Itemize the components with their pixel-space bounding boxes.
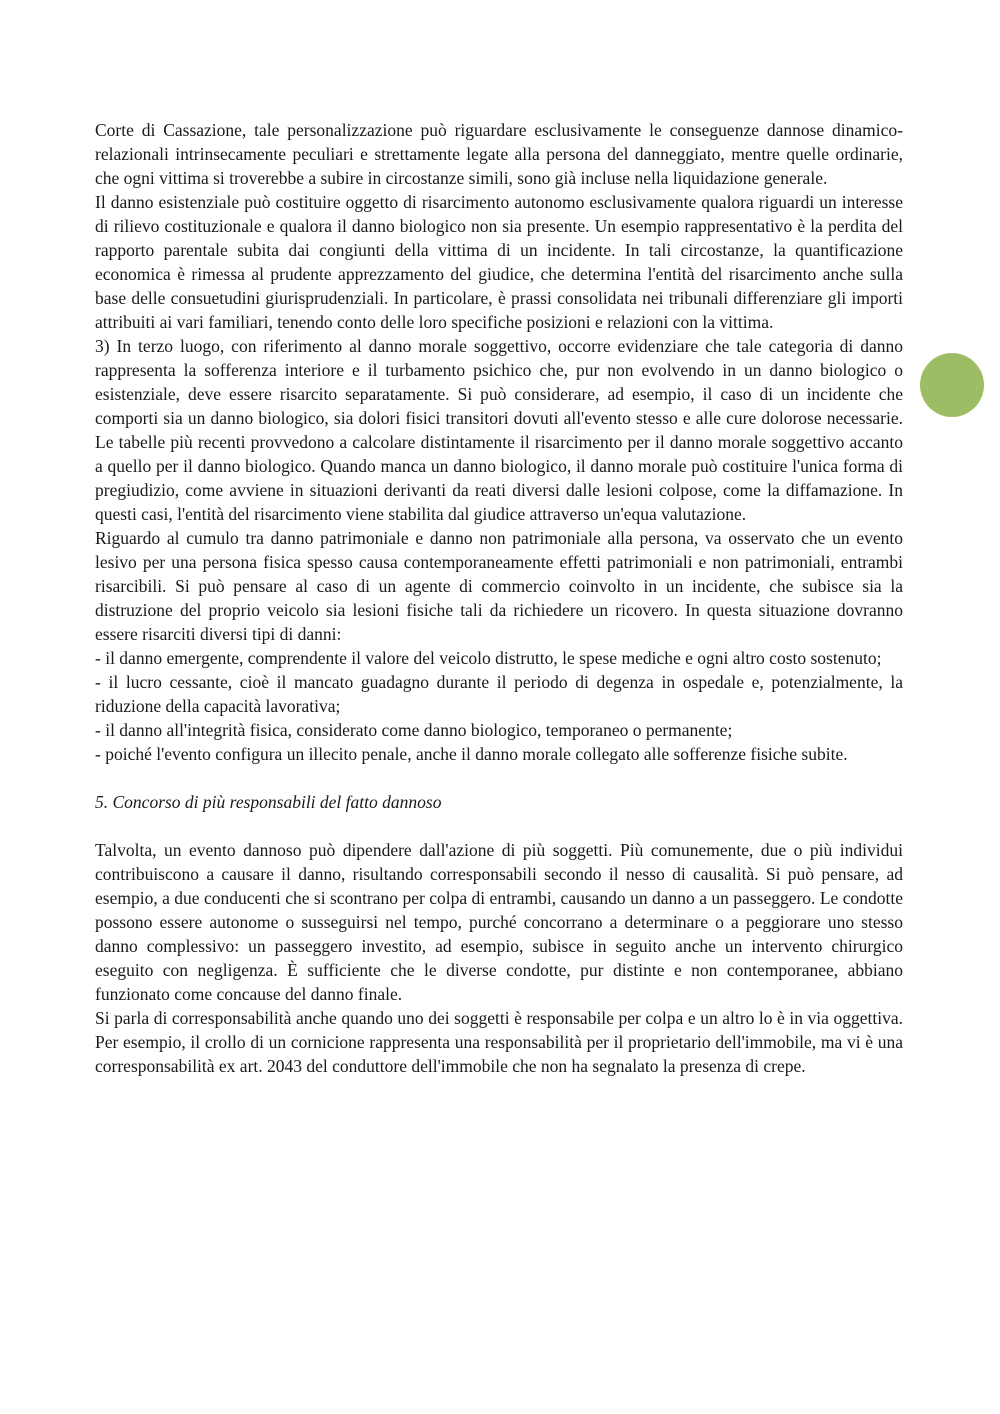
paragraph: Talvolta, un evento dannoso può dipendere dall'azione di più soggetti. Più comunemente, due o più individui contribuiscono a causare il danno, risultando corresponsabili secondo il nesso di causalità. Si può pensare, ad esempio, a due conducenti che si scontrano per colpa di entrambi, causando un danno a un passeggero. Le condotte possono essere autonome o susseguirsi nel tempo, purché concorrano a determinare o a peggiorare uno stesso danno complessivo: un passeggero investito, ad esempio, subisce in seguito anche un intervento chirurgico eseguito con negligenza. È sufficiente che le diverse condotte, pur distinte e non contemporanee, abbiano funzionato come concause del danno finale. xyxy=(95,840,903,1004)
list-item: - il danno emergente, comprendente il valore del veicolo distrutto, le spese mediche e ogni altro costo sostenuto; xyxy=(95,648,882,668)
list-item: - il danno all'integrità fisica, considerato come danno biologico, temporaneo o permanente; xyxy=(95,720,733,740)
list-item: - poiché l'evento configura un illecito penale, anche il danno morale collegato alle sofferenze fisiche subite. xyxy=(95,744,848,764)
document-page xyxy=(95,118,903,1078)
paragraph: 3) In terzo luogo, con riferimento al danno morale soggettivo, occorre evidenziare che tale categoria di danno rappresenta la sofferenza interiore e il turbamento psichico che, pur non evolvendo in un danno biologico o esistenziale, deve essere risarcito separatamente. Si può considerare, ad esempio, il caso di un incidente che comporti sia un danno biologico, sia dolori fisici transitori dovuti all'evento stesso e alle cure dolorose necessarie. Le tabelle più recenti provvedono a calcolare distintamente il risarcimento per il danno morale soggettivo accanto a quello per il danno biologico. Quando manca un danno biologico, il danno morale può costituire l'unica forma di pregiudizio, come avviene in situazioni derivanti da reati diversi dalle lesioni colpose, come la diffamazione. In questi casi, l'entità del risarcimento viene stabilita dal giudice attraverso un'equa valutazione. xyxy=(95,336,903,524)
paragraph: Riguardo al cumulo tra danno patrimoniale e danno non patrimoniale alla persona, va osservato che un evento lesivo per una persona fisica spesso causa contemporaneamente effetti patrimoniali e non patrimoniali, entrambi risarcibili. Si può pensare al caso di un agente di commercio coinvolto in un incidente, che subisce sia la distruzione del proprio veicolo sia lesioni fisiche tali da richiedere un ricovero. In questa situazione dovranno essere risarciti diversi tipi di danni: xyxy=(95,528,903,644)
paragraph: Il danno esistenziale può costituire oggetto di risarcimento autonomo esclusivamente qualora riguardi un interesse di rilievo costituzionale e qualora il danno biologico non sia presente. Un esempio rappresentativo è la perdita del rapporto parentale subita dai congiunti della vittima di un incidente. In tali circostanze, la quantificazione economica è rimessa al prudente apprezzamento del giudice, che determina l'entità del risarcimento anche sulla base delle consuetudini giurisprudenziali. In particolare, è prassi consolidata nei tribunali differenziare gli importi attribuiti ai vari familiari, tenendo conto delle loro specifiche posizioni e relazioni con la vittima. xyxy=(95,192,903,332)
decorative-circle xyxy=(920,353,984,417)
paragraph: Si parla di corresponsabilità anche quando uno dei soggetti è responsabile per colpa e un altro lo è in via oggettiva. Per esempio, il crollo di un cornicione rappresenta una responsabilità per il proprietario dell'immobile, ma vi è una corresponsabilità ex art. 2043 del conduttore dell'immobile che non ha segnalato la presenza di crepe. xyxy=(95,1008,903,1076)
paragraph: Corte di Cassazione, tale personalizzazione può riguardare esclusivamente le conseguenze dannose dinamico-relazionali intrinsecamente peculiari e strettamente legate alla persona del danneggiato, mentre quelle ordinarie, che ogni vittima si troverebbe a subire in circostanze simili, sono già incluse nella liquidazione generale. xyxy=(95,120,903,188)
list-item: - il lucro cessante, cioè il mancato guadagno durante il periodo di degenza in ospedale e, potenzialmente, la riduzione della capacità lavorativa; xyxy=(95,672,903,716)
section-heading: 5. Concorso di più responsabili del fatto dannoso xyxy=(95,792,442,812)
